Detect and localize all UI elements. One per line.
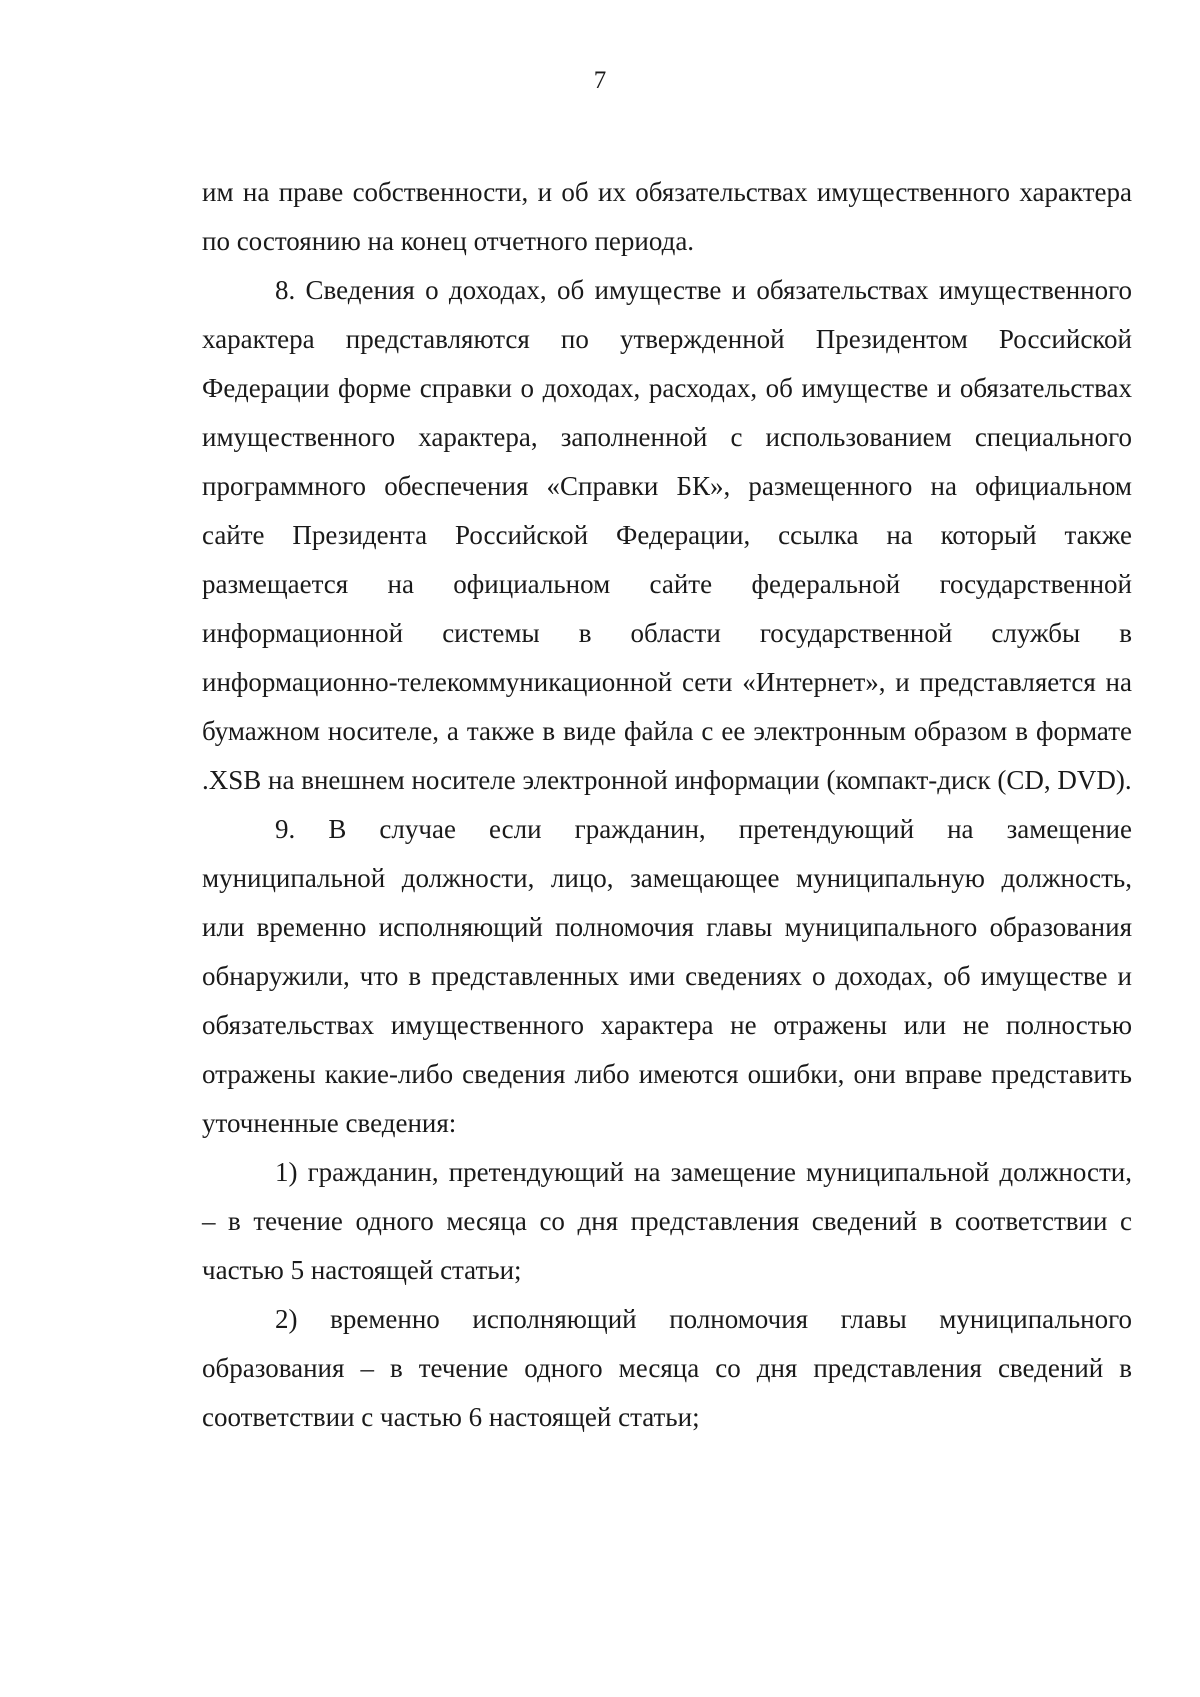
paragraph-continuation: им на праве собственности, и об их обязательствах имущественного характера по состоянию на конец отчетного периода. <box>202 177 1132 256</box>
paragraph-item-8: 8. Сведения о доходах, об имуществе и обязательствах имущественного характера представляются по утвержденной Президентом Российской Федерации форме справки о доходах, расходах, об имуществе и обязательствах имущественного характера, заполненной с использованием специального программного обеспечения «Справки БК», размещенного на официальном сайте Президента Российской Федерации, ссылка на который также размещается на официальном сайте федеральной государственной информационной системы в области государственной службы в информационно-телекоммуникационной сети «Интернет», и представляется на бумажном носителе, а также в виде файла с ее электронным образом в формате .XSB на внешнем носителе электронной информации (компакт-диск (CD, DVD). <box>202 275 1132 795</box>
paragraph-item-9: 9. В случае если гражданин, претендующий на замещение муниципальной должности, лицо, замещающее муниципальную должность, или временно исполняющий полномочия главы муниципального образования обнаружили, что в представленных ими сведениях о доходах, об имуществе и обязательствах имущественного характера не отражены или не полностью отражены какие-либо сведения либо имеются ошибки, они вправе представить уточненные сведения: <box>202 814 1132 1138</box>
paragraph-subitem-1: 1) гражданин, претендующий на замещение муниципальной должности, – в течение одного месяца со дня представления сведений в соответствии с частью 5 настоящей статьи; <box>202 1157 1132 1285</box>
page-number: 7 <box>593 67 607 94</box>
paragraph-subitem-2: 2) временно исполняющий полномочия главы муниципального образования – в течение одного месяца со дня представления сведений в соответствии с частью 6 настоящей статьи; <box>202 1304 1132 1432</box>
document-body <box>202 168 1132 1442</box>
